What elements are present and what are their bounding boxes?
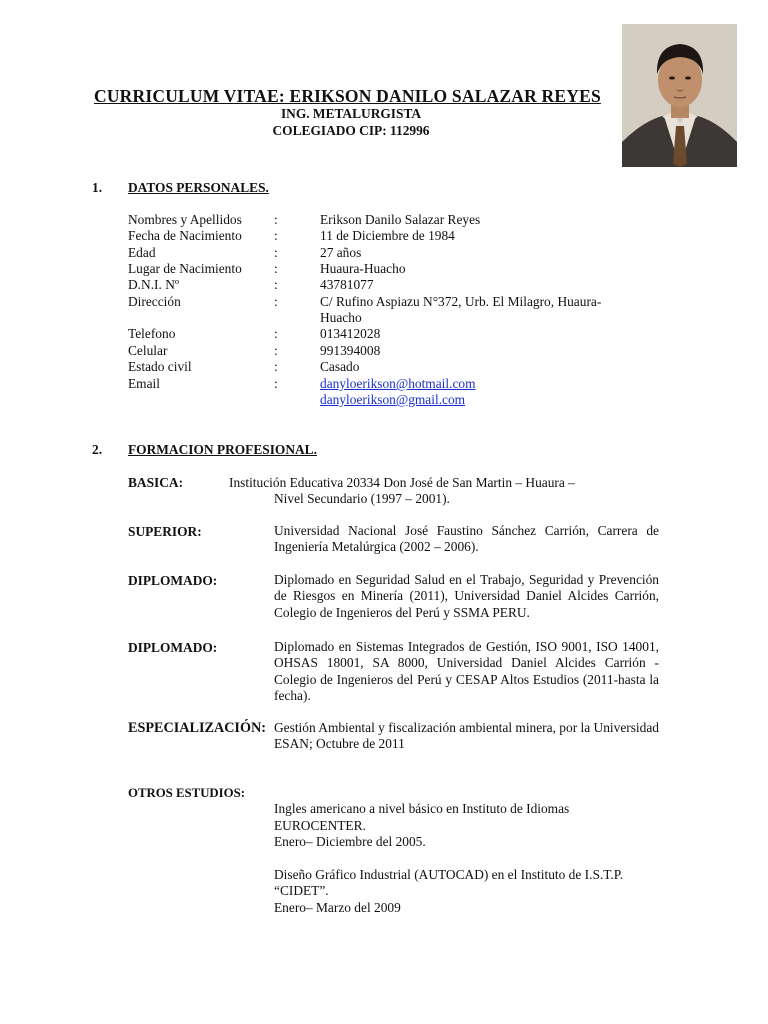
basica-line1: Institución Educativa 20334 Don José de San Martin – Huaura – <box>229 475 575 490</box>
email-link-hotmail[interactable]: danyloerikson@hotmail.com <box>320 376 476 391</box>
colon: : <box>274 294 278 309</box>
value-telefono: 013412028 <box>320 326 381 341</box>
colon: : <box>274 212 278 227</box>
label-estado-civil: Estado civil <box>128 359 192 374</box>
superior-label: SUPERIOR: <box>128 524 202 539</box>
value-nombres: Erikson Danilo Salazar Reyes <box>320 212 481 227</box>
colon: : <box>274 359 278 374</box>
label-telefono: Telefono <box>128 326 176 341</box>
value-celular: 991394008 <box>320 343 381 358</box>
colon: : <box>274 228 278 243</box>
section-1-title: DATOS PERSONALES. <box>128 180 269 195</box>
value-fecha-nacimiento: 11 de Diciembre de 1984 <box>320 228 455 243</box>
otros-estudios-label: OTROS ESTUDIOS: <box>128 786 245 800</box>
label-nombres: Nombres y Apellidos <box>128 212 242 227</box>
section-2-title: FORMACION PROFESIONAL. <box>128 442 317 457</box>
candidate-photo <box>622 24 737 167</box>
diplomado-2-text: Diplomado en Sistemas Integrados de Gestión, ISO 9001, ISO 14001, OHSAS 18001, SA 8000, Universidad Daniel Alcides Carrión - Colegio de Ingenieros del Perú y CESAP Altos Estudios (2011-hasta la fecha). <box>274 639 659 704</box>
colon: : <box>274 376 278 391</box>
value-direccion-cont: Huacho <box>320 310 362 325</box>
label-lugar-nacimiento: Lugar de Nacimiento <box>128 261 242 276</box>
label-email: Email <box>128 376 160 391</box>
email-link-gmail[interactable]: danyloerikson@gmail.com <box>320 392 466 407</box>
value-estado-civil: Casado <box>320 359 360 374</box>
section-1-number: 1. <box>92 180 103 195</box>
value-edad: 27 años <box>320 245 362 260</box>
cv-title: CURRICULUM VITAE: ERIKSON DANILO SALAZAR REYES <box>94 86 601 106</box>
profession: ING. METALURGISTA <box>280 106 422 121</box>
label-celular: Celular <box>128 343 168 358</box>
otros-item1-line3: Enero– Diciembre del 2005. <box>274 834 426 849</box>
superior-text: Universidad Nacional José Faustino Sánchez Carrión, Carrera de Ingeniería Metalúrgica (2002 – 2006). <box>274 523 659 555</box>
basica-line2: Nivel Secundario (1997 – 2001). <box>274 491 450 506</box>
colon: : <box>274 277 278 292</box>
colon: : <box>274 245 278 260</box>
section-2-number: 2. <box>92 442 103 457</box>
value-dni: 43781077 <box>320 277 374 292</box>
diplomado-1-text: Diplomado en Seguridad Salud en el Trabajo, Seguridad y Prevención de Riesgos en Minería (2011), Universidad Daniel Alcides Carrión, Colegio de Ingenieros del Perú y SSMA PERU. <box>274 572 659 620</box>
value-lugar-nacimiento: Huaura-Huacho <box>320 261 406 276</box>
otros-item2-line1: Diseño Gráfico Industrial (AUTOCAD) en el Instituto de I.S.T.P. <box>274 867 624 882</box>
otros-item2-line2: “CIDET”. <box>274 883 329 898</box>
label-fecha-nacimiento: Fecha de Nacimiento <box>128 228 242 243</box>
especializacion-text: Gestión Ambiental y fiscalización ambiental minera, por la Universidad ESAN; Octubre de 2011 <box>274 720 659 752</box>
basica-label: BASICA: <box>128 475 184 490</box>
value-direccion: C/ Rufino Aspiazu N°372, Urb. El Milagro, Huaura- <box>320 294 602 309</box>
label-edad: Edad <box>128 245 156 260</box>
colon: : <box>274 261 278 276</box>
otros-item2-line3: Enero– Marzo del 2009 <box>274 900 401 915</box>
colegiado-cip: COLEGIADO CIP: 112996 <box>272 123 430 138</box>
diplomado-2-label: DIPLOMADO: <box>128 640 218 655</box>
otros-item1-line2: EUROCENTER. <box>274 818 366 833</box>
label-direccion: Dirección <box>128 294 181 309</box>
especializacion-label: ESPECIALIZACIÓN: <box>128 720 266 736</box>
label-dni: D.N.I. Nº <box>128 277 180 292</box>
colon: : <box>274 343 278 358</box>
diplomado-1-label: DIPLOMADO: <box>128 573 218 588</box>
otros-item1-line1: Ingles americano a nivel básico en Instituto de Idiomas <box>274 801 570 816</box>
colon: : <box>274 326 278 341</box>
